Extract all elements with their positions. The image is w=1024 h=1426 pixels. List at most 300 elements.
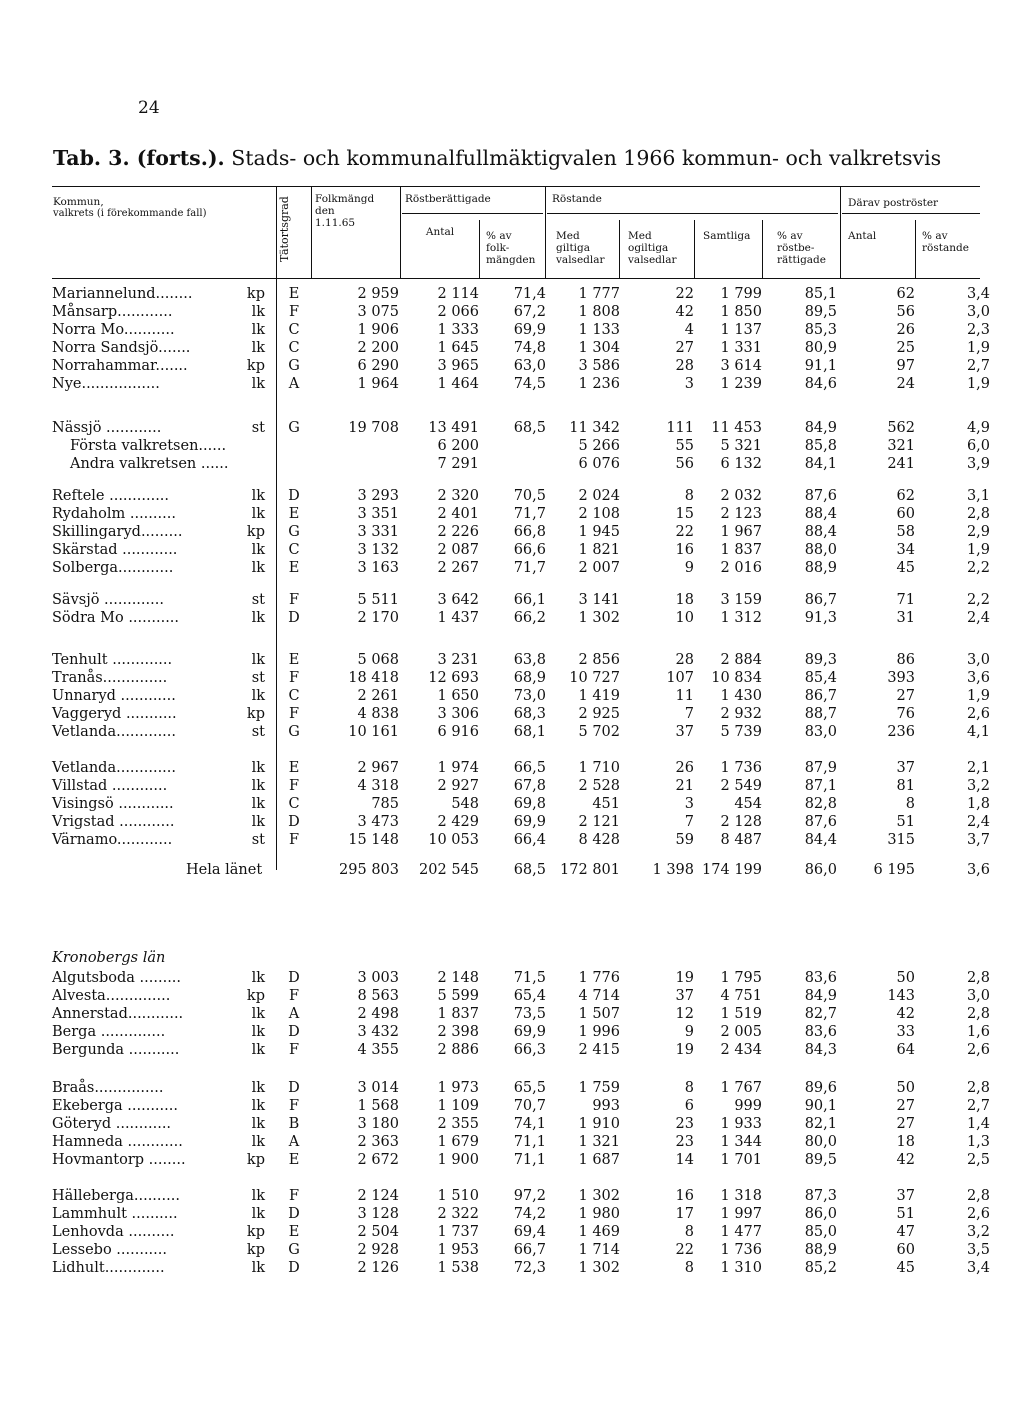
cell-samtliga: 1 701 xyxy=(720,1152,762,1168)
postroster-rule xyxy=(842,213,980,214)
cell-rostberattigade-antal: 3 231 xyxy=(437,652,479,668)
cell-kommun: Tranås.............. xyxy=(52,670,168,686)
cell-rostberattigade-antal: 2 927 xyxy=(437,778,479,794)
cell-kommun: Vrigstad ............ xyxy=(52,814,175,830)
cell-rostberattigade-antal: 2 355 xyxy=(437,1116,479,1132)
cell-pct-rostande: 2,8 xyxy=(966,970,990,986)
cell-folkmangd: 4 355 xyxy=(357,1042,399,1058)
cell-kommun: Solberga............ xyxy=(52,560,174,576)
cell-pct-rostberattigade: 84,3 xyxy=(804,1042,837,1058)
cell-typ: kp xyxy=(246,358,265,374)
cell-pct-rostande: 2,3 xyxy=(966,322,990,338)
cell-folkmangd: 15 148 xyxy=(348,832,399,848)
cell-med-ogiltiga: 22 xyxy=(675,286,694,302)
cell-pct-folkmangd: 71,7 xyxy=(513,560,546,576)
cell-samtliga: 999 xyxy=(734,1098,762,1114)
cell-pct-folkmangd: 71,1 xyxy=(513,1152,546,1168)
cell-pct-rostande: 4,9 xyxy=(966,420,990,436)
cell-med-ogiltiga: 3 xyxy=(684,796,694,812)
cell-kommun: Lammhult .......... xyxy=(52,1206,178,1222)
cell-med-giltiga: 2 007 xyxy=(578,560,620,576)
cell-samtliga: 1 344 xyxy=(720,1134,762,1150)
cell-tatortsgrad: F xyxy=(288,832,300,848)
cell-pct-folkmangd: 71,7 xyxy=(513,506,546,522)
cell-rostberattigade-antal: 1 953 xyxy=(437,1242,479,1258)
cell-med-giltiga: 6 076 xyxy=(578,456,620,472)
cell-med-ogiltiga: 22 xyxy=(675,524,694,540)
cell-pct-rostande: 2,6 xyxy=(966,1206,990,1222)
cell-folkmangd: 3 128 xyxy=(357,1206,399,1222)
cell-tatortsgrad: F xyxy=(288,988,300,1004)
cell-med-giltiga: 4 714 xyxy=(578,988,620,1004)
header-med-ogiltiga-3: valsedlar xyxy=(628,254,677,266)
table-caption: Stads- och kommunalfullmäktigvalen 1966 kommun- och valkretsvis xyxy=(231,146,942,170)
cell-kommun: Skillingaryd......... xyxy=(52,524,183,540)
header-tatortsgrad: Tätortsgrad xyxy=(278,196,291,262)
cell-postroster-antal: 42 xyxy=(896,1152,915,1168)
cell-pct-rostberattigade: 83,0 xyxy=(804,724,837,740)
cell-med-giltiga: 1 945 xyxy=(578,524,620,540)
cell-med-ogiltiga: 8 xyxy=(684,488,694,504)
cell-med-ogiltiga: 16 xyxy=(675,542,694,558)
cell-folkmangd: 1 568 xyxy=(357,1098,399,1114)
table-row xyxy=(0,321,1024,339)
cell-samtliga: 1 331 xyxy=(720,340,762,356)
cell-pct-folkmangd: 68,1 xyxy=(513,724,546,740)
cell-rostberattigade-antal: 2 267 xyxy=(437,560,479,576)
cell-pct-rostande: 3,7 xyxy=(966,832,990,848)
table-number: Tab. 3. (forts.). xyxy=(53,146,225,170)
cell-med-ogiltiga: 59 xyxy=(675,832,694,848)
cell-tatortsgrad: A xyxy=(288,1134,300,1150)
cell-pct-rostande: 3,4 xyxy=(966,1260,990,1276)
cell-pct-rostberattigade: 84,9 xyxy=(804,420,837,436)
cell-postroster-antal: 81 xyxy=(896,778,915,794)
table-row xyxy=(0,1133,1024,1151)
table-title xyxy=(53,146,941,170)
header-pct-rost-1: % av xyxy=(777,230,803,242)
cell-pct-rostberattigade: 90,1 xyxy=(804,1098,837,1114)
cell-typ: lk xyxy=(251,796,265,812)
cell-postroster-antal: 315 xyxy=(887,832,915,848)
cell-med-giltiga: 1 777 xyxy=(578,286,620,302)
header-samtliga: Samtliga xyxy=(703,230,751,242)
cell-med-giltiga: 2 856 xyxy=(578,652,620,668)
column-divider xyxy=(311,186,312,278)
cell-samtliga: 2 549 xyxy=(720,778,762,794)
cell-typ: st xyxy=(251,420,265,436)
cell-typ: kp xyxy=(246,286,265,302)
cell-samtliga: 1 318 xyxy=(720,1188,762,1204)
cell-pct-rostberattigade: 80,0 xyxy=(804,1134,837,1150)
cell-typ: lk xyxy=(251,376,265,392)
header-antal-post: Antal xyxy=(848,230,877,242)
cell-postroster-antal: 18 xyxy=(896,1134,915,1150)
header-pct-rost-3: rättigade xyxy=(777,254,826,266)
cell-med-ogiltiga: 11 xyxy=(675,688,694,704)
cell-pct-rostande: 3,4 xyxy=(966,286,990,302)
cell-folkmangd: 3 014 xyxy=(357,1080,399,1096)
cell-tatortsgrad: E xyxy=(288,506,300,522)
cell-rostberattigade-antal: 1 650 xyxy=(437,688,479,704)
cell-kommun: Södra Mo ........... xyxy=(52,610,180,626)
cell-typ: lk xyxy=(251,1098,265,1114)
cell-pct-rostberattigade: 86,0 xyxy=(804,1206,837,1222)
cell-med-ogiltiga: 18 xyxy=(675,592,694,608)
table-row xyxy=(0,1223,1024,1241)
cell-pct-rostande: 1,9 xyxy=(966,376,990,392)
rostande-rule xyxy=(547,213,838,214)
cell-kommun: Hovmantorp ........ xyxy=(52,1152,186,1168)
cell-med-ogiltiga: 8 xyxy=(684,1260,694,1276)
cell-pct-folkmangd: 69,4 xyxy=(513,1224,546,1240)
cell-postroster-antal: 27 xyxy=(896,1116,915,1132)
cell-samtliga: 2 884 xyxy=(720,652,762,668)
cell-folkmangd: 2 124 xyxy=(357,1188,399,1204)
cell-samtliga: 2 128 xyxy=(720,814,762,830)
cell-postroster-antal: 76 xyxy=(896,706,915,722)
cell-pct-rostberattigade: 88,4 xyxy=(804,524,837,540)
cell-typ: lk xyxy=(251,814,265,830)
cell-tatortsgrad: F xyxy=(288,670,300,686)
cell-med-ogiltiga: 6 xyxy=(684,1098,694,1114)
cell-pct-rostberattigade: 82,1 xyxy=(804,1116,837,1132)
cell-tatortsgrad: G xyxy=(288,524,300,540)
cell-med-giltiga: 2 108 xyxy=(578,506,620,522)
cell-postroster-antal: 25 xyxy=(896,340,915,356)
cell-pct-rostberattigade: 88,7 xyxy=(804,706,837,722)
cell-pct-folkmangd: 71,4 xyxy=(513,286,546,302)
cell-kommun: Värnamo............ xyxy=(52,832,173,848)
table-row xyxy=(0,1023,1024,1041)
cell-pct-folkmangd: 68,3 xyxy=(513,706,546,722)
cell-rostberattigade-antal: 2 322 xyxy=(437,1206,479,1222)
table-row xyxy=(0,1097,1024,1115)
cell-tatortsgrad: F xyxy=(288,1188,300,1204)
cell-kommun: Mariannelund........ xyxy=(52,286,193,302)
cell-pct-rostberattigade: 85,2 xyxy=(804,1260,837,1276)
cell-kommun: Vaggeryd ........... xyxy=(52,706,177,722)
cell-med-giltiga: 5 266 xyxy=(578,438,620,454)
cell-samtliga: 5 321 xyxy=(720,438,762,454)
cell-typ: lk xyxy=(251,1134,265,1150)
cell-typ: lk xyxy=(251,1206,265,1222)
cell-samtliga: 1 519 xyxy=(720,1006,762,1022)
cell-folkmangd: 6 290 xyxy=(357,358,399,374)
table-row xyxy=(0,487,1024,505)
cell-pct-rostberattigade: 89,3 xyxy=(804,652,837,668)
cell-tatortsgrad: E xyxy=(288,652,300,668)
cell-postroster-antal: 60 xyxy=(896,506,915,522)
cell-folkmangd: 2 126 xyxy=(357,1260,399,1276)
cell-med-giltiga: 2 528 xyxy=(578,778,620,794)
cell-rostberattigade-antal: 6 916 xyxy=(437,724,479,740)
cell-kommun: Nye................. xyxy=(52,376,160,392)
cell-samtliga: 1 736 xyxy=(720,1242,762,1258)
cell-kommun: Lidhult............. xyxy=(52,1260,165,1276)
cell-pct-folkmangd: 74,1 xyxy=(513,1116,546,1132)
cell-rostberattigade-antal: 1 645 xyxy=(437,340,479,356)
cell-med-giltiga: 1 507 xyxy=(578,1006,620,1022)
cell-postroster-antal: 562 xyxy=(887,420,915,436)
header-med-giltiga-1: Med xyxy=(556,230,580,242)
table-row xyxy=(0,759,1024,777)
column-divider xyxy=(762,220,763,278)
cell-kommun: Visingsö ............ xyxy=(52,796,174,812)
cell-pct-rostande: 1,8 xyxy=(966,796,990,812)
cell-pct-rostande: 3,5 xyxy=(966,1242,990,1258)
column-divider xyxy=(840,186,841,278)
cell-typ: lk xyxy=(251,1116,265,1132)
header-rostande: Röstande xyxy=(552,193,602,205)
cell-med-ogiltiga: 7 xyxy=(684,706,694,722)
cell-folkmangd: 2 170 xyxy=(357,610,399,626)
cell-pct-rostande: 3,2 xyxy=(966,1224,990,1240)
cell-folkmangd: 5 068 xyxy=(357,652,399,668)
cell-folkmangd: 2 928 xyxy=(357,1242,399,1258)
table-row xyxy=(0,813,1024,831)
cell-postroster-antal: 27 xyxy=(896,1098,915,1114)
cell-rostberattigade-antal: 1 333 xyxy=(437,322,479,338)
cell-med-giltiga: 1 236 xyxy=(578,376,620,392)
cell-tatortsgrad: C xyxy=(288,542,300,558)
cell-typ: lk xyxy=(251,506,265,522)
cell-pct-rostande: 4,1 xyxy=(966,724,990,740)
column-divider xyxy=(915,220,916,278)
cell-pct-rostande: 2,9 xyxy=(966,524,990,540)
cell-med-giltiga: 1 776 xyxy=(578,970,620,986)
cell-pct-rostande: 2,6 xyxy=(966,706,990,722)
cell-med-giltiga: 451 xyxy=(592,796,620,812)
column-divider xyxy=(479,220,480,278)
cell-med-giltiga: 10 727 xyxy=(569,670,620,686)
cell-postroster-antal: 50 xyxy=(896,970,915,986)
cell-postroster-antal: 71 xyxy=(896,592,915,608)
cell-folkmangd: 4 838 xyxy=(357,706,399,722)
cell-rostberattigade-antal: 13 491 xyxy=(428,420,479,436)
cell-samtliga: 1 933 xyxy=(720,1116,762,1132)
column-divider xyxy=(545,186,546,278)
cell-folkmangd: 2 504 xyxy=(357,1224,399,1240)
cell-med-ogiltiga: 19 xyxy=(675,1042,694,1058)
cell-tatortsgrad: D xyxy=(288,1206,300,1222)
cell-postroster-antal: 8 xyxy=(905,796,915,812)
cell-med-giltiga: 1 469 xyxy=(578,1224,620,1240)
cell-med-ogiltiga: 12 xyxy=(675,1006,694,1022)
table-row xyxy=(0,669,1024,687)
cell-folkmangd: 3 132 xyxy=(357,542,399,558)
cell-pct-rostande: 2,8 xyxy=(966,1006,990,1022)
cell-postroster-antal: 42 xyxy=(896,1006,915,1022)
cell-med-giltiga: 1 687 xyxy=(578,1152,620,1168)
cell-pct-rostberattigade: 89,5 xyxy=(804,1152,837,1168)
cell-samtliga: 4 751 xyxy=(720,988,762,1004)
cell-pct-rostberattigade: 91,1 xyxy=(804,358,837,374)
cell-med-giltiga: 1 302 xyxy=(578,1188,620,1204)
cell-kommun: Tenhult ............. xyxy=(52,652,173,668)
cell-pct-rostande: 2,7 xyxy=(966,1098,990,1114)
cell-pct-folkmangd: 63,0 xyxy=(513,358,546,374)
cell-pct-folkmangd: 66,6 xyxy=(513,542,546,558)
cell-rostberattigade-antal: 2 320 xyxy=(437,488,479,504)
cell-samtliga: 2 016 xyxy=(720,560,762,576)
cell-postroster-antal: 56 xyxy=(896,304,915,320)
cell-kommun: Unnaryd ............ xyxy=(52,688,176,704)
header-folkmangd: Folkmängd xyxy=(315,193,375,205)
cell-tatortsgrad: E xyxy=(288,286,300,302)
cell-tatortsgrad: E xyxy=(288,560,300,576)
cell-samtliga: 2 434 xyxy=(720,1042,762,1058)
table-row xyxy=(0,1187,1024,1205)
cell-typ: lk xyxy=(251,304,265,320)
cell-rostberattigade-antal: 6 200 xyxy=(437,438,479,454)
table-row xyxy=(0,303,1024,321)
cell-med-ogiltiga: 9 xyxy=(684,560,694,576)
cell-samtliga: 1 850 xyxy=(720,304,762,320)
cell-samtliga: 1 837 xyxy=(720,542,762,558)
cell-postroster-antal: 33 xyxy=(896,1024,915,1040)
cell-folkmangd: 1 964 xyxy=(357,376,399,392)
cell-folkmangd: 8 563 xyxy=(357,988,399,1004)
cell-pct-rostberattigade: 85,8 xyxy=(804,438,837,454)
cell-rostberattigade-antal: 1 973 xyxy=(437,1080,479,1096)
cell-samtliga: 174 199 xyxy=(702,862,762,878)
cell-med-ogiltiga: 22 xyxy=(675,1242,694,1258)
cell-rostberattigade-antal: 202 545 xyxy=(419,862,479,878)
cell-samtliga: 454 xyxy=(734,796,762,812)
cell-postroster-antal: 26 xyxy=(896,322,915,338)
cell-med-giltiga: 1 759 xyxy=(578,1080,620,1096)
cell-pct-rostande: 1,3 xyxy=(966,1134,990,1150)
cell-postroster-antal: 24 xyxy=(896,376,915,392)
cell-rostberattigade-antal: 1 900 xyxy=(437,1152,479,1168)
cell-kommun: Sävsjö ............. xyxy=(52,592,164,608)
cell-tatortsgrad: B xyxy=(288,1116,300,1132)
header-med-giltiga-2: giltiga xyxy=(556,242,590,254)
cell-typ: lk xyxy=(251,488,265,504)
cell-samtliga: 1 997 xyxy=(720,1206,762,1222)
cell-med-ogiltiga: 10 xyxy=(675,610,694,626)
cell-samtliga: 1 795 xyxy=(720,970,762,986)
cell-typ: kp xyxy=(246,1152,265,1168)
cell-kommun: Vetlanda............. xyxy=(52,724,177,740)
cell-pct-rostberattigade: 85,0 xyxy=(804,1224,837,1240)
cell-pct-rostberattigade: 87,6 xyxy=(804,814,837,830)
cell-tatortsgrad: F xyxy=(288,706,300,722)
table-row xyxy=(0,687,1024,705)
cell-pct-rostande: 6,0 xyxy=(966,438,990,454)
cell-pct-rostberattigade: 82,8 xyxy=(804,796,837,812)
cell-pct-rostberattigade: 88,4 xyxy=(804,506,837,522)
cell-folkmangd: 5 511 xyxy=(357,592,399,608)
cell-typ: lk xyxy=(251,340,265,356)
cell-samtliga: 2 123 xyxy=(720,506,762,522)
table-row xyxy=(0,831,1024,849)
cell-med-ogiltiga: 8 xyxy=(684,1080,694,1096)
cell-pct-rostande: 2,5 xyxy=(966,1152,990,1168)
table-row xyxy=(0,1259,1024,1277)
cell-folkmangd: 2 672 xyxy=(357,1152,399,1168)
cell-folkmangd: 2 363 xyxy=(357,1134,399,1150)
cell-postroster-antal: 241 xyxy=(887,456,915,472)
cell-pct-rostberattigade: 85,1 xyxy=(804,286,837,302)
cell-med-giltiga: 1 821 xyxy=(578,542,620,558)
cell-typ: lk xyxy=(251,1080,265,1096)
cell-med-ogiltiga: 17 xyxy=(675,1206,694,1222)
cell-pct-rostberattigade: 84,1 xyxy=(804,456,837,472)
cell-tatortsgrad: E xyxy=(288,760,300,776)
cell-folkmangd: 785 xyxy=(371,796,399,812)
cell-postroster-antal: 34 xyxy=(896,542,915,558)
cell-rostberattigade-antal: 1 974 xyxy=(437,760,479,776)
table-row xyxy=(0,505,1024,523)
cell-pct-folkmangd: 71,1 xyxy=(513,1134,546,1150)
cell-folkmangd: 10 161 xyxy=(348,724,399,740)
cell-samtliga: 8 487 xyxy=(720,832,762,848)
cell-tatortsgrad: C xyxy=(288,322,300,338)
table-row xyxy=(0,523,1024,541)
header-folkmangd-den: den xyxy=(315,205,335,217)
cell-med-giltiga: 1 910 xyxy=(578,1116,620,1132)
cell-tatortsgrad: F xyxy=(288,304,300,320)
header-pct-folk-2: folk- xyxy=(486,242,510,254)
cell-typ: st xyxy=(251,832,265,848)
cell-kommun: Nässjö ............ xyxy=(52,420,162,436)
header-pct-rost-2: röstbe- xyxy=(777,242,815,254)
cell-pct-folkmangd: 72,3 xyxy=(513,1260,546,1276)
cell-folkmangd: 295 803 xyxy=(339,862,399,878)
cell-tatortsgrad: C xyxy=(288,796,300,812)
cell-pct-folkmangd: 68,5 xyxy=(513,420,546,436)
table-row xyxy=(0,357,1024,375)
cell-pct-rostberattigade: 88,0 xyxy=(804,542,837,558)
cell-folkmangd: 3 003 xyxy=(357,970,399,986)
cell-med-ogiltiga: 4 xyxy=(684,322,694,338)
cell-kommun: Hela länet xyxy=(186,862,263,878)
page-number: 24 xyxy=(138,98,160,118)
cell-pct-folkmangd: 66,4 xyxy=(513,832,546,848)
cell-kommun: Rydaholm .......... xyxy=(52,506,176,522)
table-row xyxy=(0,285,1024,303)
cell-samtliga: 1 310 xyxy=(720,1260,762,1276)
cell-samtliga: 1 736 xyxy=(720,760,762,776)
table-row xyxy=(0,1205,1024,1223)
cell-kommun: Algutsboda ......... xyxy=(52,970,182,986)
cell-kommun: Norra Mo........... xyxy=(52,322,175,338)
cell-pct-folkmangd: 66,1 xyxy=(513,592,546,608)
cell-folkmangd: 4 318 xyxy=(357,778,399,794)
cell-pct-rostande: 3,0 xyxy=(966,988,990,1004)
cell-med-giltiga: 1 419 xyxy=(578,688,620,704)
cell-samtliga: 5 739 xyxy=(720,724,762,740)
cell-samtliga: 1 967 xyxy=(720,524,762,540)
cell-med-ogiltiga: 9 xyxy=(684,1024,694,1040)
cell-samtliga: 2 005 xyxy=(720,1024,762,1040)
cell-rostberattigade-antal: 12 693 xyxy=(428,670,479,686)
cell-folkmangd: 3 180 xyxy=(357,1116,399,1132)
table-row xyxy=(0,339,1024,357)
cell-med-ogiltiga: 15 xyxy=(675,506,694,522)
cell-pct-rostande: 2,1 xyxy=(966,760,990,776)
cell-typ: lk xyxy=(251,688,265,704)
cell-pct-rostande: 1,9 xyxy=(966,542,990,558)
cell-folkmangd: 1 906 xyxy=(357,322,399,338)
cell-typ: lk xyxy=(251,542,265,558)
cell-pct-rostberattigade: 85,4 xyxy=(804,670,837,686)
cell-rostberattigade-antal: 1 464 xyxy=(437,376,479,392)
cell-tatortsgrad: G xyxy=(288,724,300,740)
cell-rostberattigade-antal: 10 053 xyxy=(428,832,479,848)
